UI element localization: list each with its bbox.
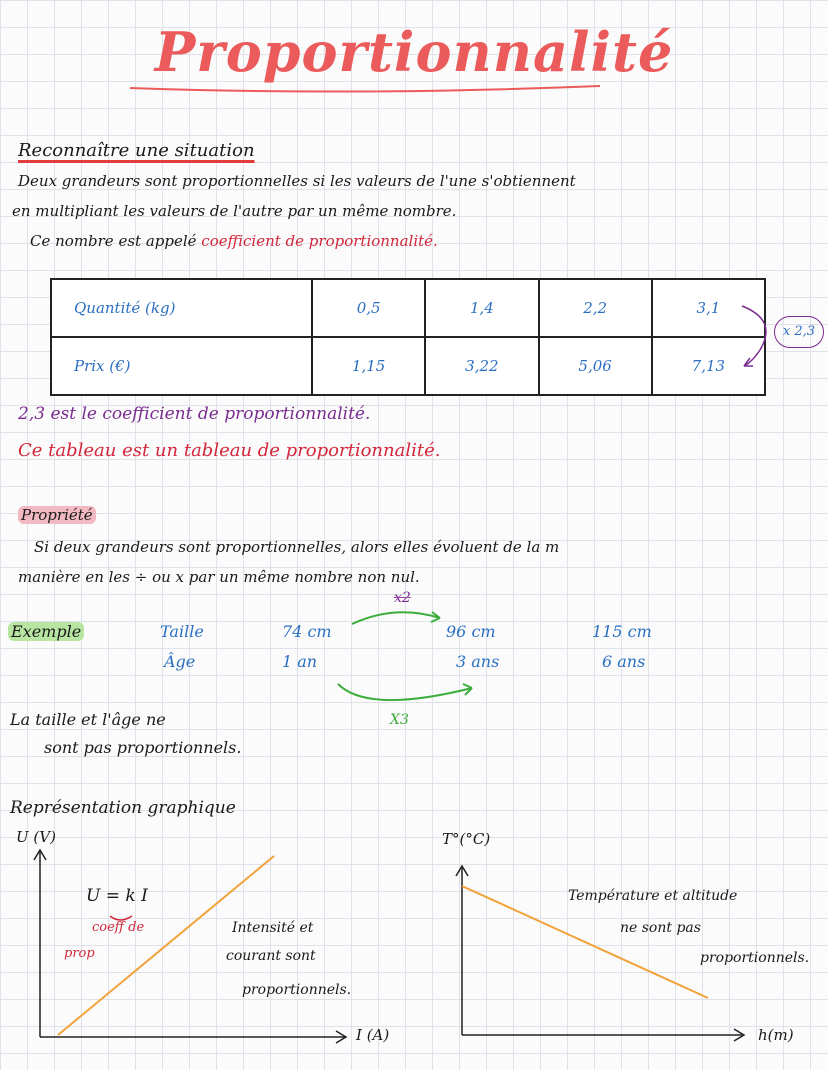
- coeff-bracket: [110, 916, 132, 920]
- table-multiplier-arrowhead: [744, 358, 753, 366]
- table-cell: 3,1: [652, 279, 765, 337]
- definition-line-3-prefix: Ce nombre est appelé: [30, 232, 202, 250]
- property-heading: Propriété: [18, 506, 96, 524]
- example-label: Exemple: [8, 622, 84, 641]
- table-multiplier-arrow: [742, 306, 766, 366]
- multiplier-bubble: x 2,3: [774, 316, 824, 348]
- example-row-label-size: Taille: [160, 622, 204, 641]
- table-cell: 1,4: [425, 279, 538, 337]
- example-value: 96 cm: [446, 622, 496, 641]
- table-cell: 3,22: [425, 337, 538, 395]
- left-graph-note-line-2: courant sont: [226, 948, 316, 964]
- crossed-multiplier-label: x2: [394, 590, 411, 606]
- table-cell: 5,06: [539, 337, 652, 395]
- example-value: 1 an: [282, 652, 318, 671]
- right-graph-note-line-1: Température et altitude: [568, 888, 738, 904]
- right-graph-note-line-2: ne sont pas: [620, 920, 701, 936]
- table-cell: 2,2: [539, 279, 652, 337]
- left-graph-y-label: U (V): [16, 828, 56, 846]
- formula: U = k I: [86, 886, 148, 906]
- property-line-1: Si deux grandeurs sont proportionnelles, alors elles évoluent de la m: [34, 538, 560, 556]
- table-row-label: Prix (€): [51, 337, 312, 395]
- section-heading-recognize: Reconnaître une situation: [18, 140, 255, 161]
- table-cell: 0,5: [312, 279, 425, 337]
- coefficient-term: coefficient de proportionnalité.: [201, 232, 438, 250]
- left-graph-line: [58, 856, 274, 1035]
- left-graph-x-label: I (A): [356, 1026, 390, 1044]
- right-graph-note-line-3: proportionnels.: [700, 950, 810, 966]
- right-graph-y-label: T°(°C): [442, 830, 491, 848]
- multiplier-label: X3: [390, 712, 409, 728]
- definition-line-2: en multipliant les valeurs de l'autre par un même nombre.: [12, 202, 457, 220]
- example-note-line-1: La taille et l'âge ne: [10, 710, 166, 729]
- property-line-2: manière en les ÷ ou x par un même nombre non nul.: [18, 568, 420, 586]
- example-value: 74 cm: [282, 622, 332, 641]
- table-row-label: Quantité (kg): [51, 279, 312, 337]
- graphs-heading: Représentation graphique: [10, 798, 236, 818]
- table-statement: Ce tableau est un tableau de proportionnalité.: [18, 440, 441, 461]
- example-row-label-age: Âge: [164, 652, 196, 671]
- example-value: 6 ans: [602, 652, 646, 671]
- example-bottom-arrow: [338, 684, 472, 700]
- title-underline: [130, 86, 600, 92]
- table-cell: 1,15: [312, 337, 425, 395]
- right-graph-x-label: h(m): [758, 1026, 794, 1044]
- left-graph-note-line-1: Intensité et: [232, 920, 314, 936]
- left-graph-note-line-3: proportionnels.: [242, 982, 352, 998]
- table-cell: 7,13: [652, 337, 765, 395]
- page-title: Proportionnalité: [154, 20, 674, 84]
- coefficient-statement: 2,3 est le coefficient de proportionnalité.: [18, 404, 371, 424]
- coeff-label-line-2: prop: [64, 946, 95, 961]
- example-value: 115 cm: [592, 622, 652, 641]
- example-value: 3 ans: [456, 652, 500, 671]
- right-graph-line: [462, 886, 708, 998]
- definition-line-1: Deux grandeurs sont proportionnelles si les valeurs de l'une s'obtiennent: [18, 172, 576, 190]
- example-top-arrow: [352, 612, 440, 624]
- coeff-label-line-1: coeff de: [92, 920, 145, 935]
- example-note-line-2: sont pas proportionnels.: [44, 738, 242, 757]
